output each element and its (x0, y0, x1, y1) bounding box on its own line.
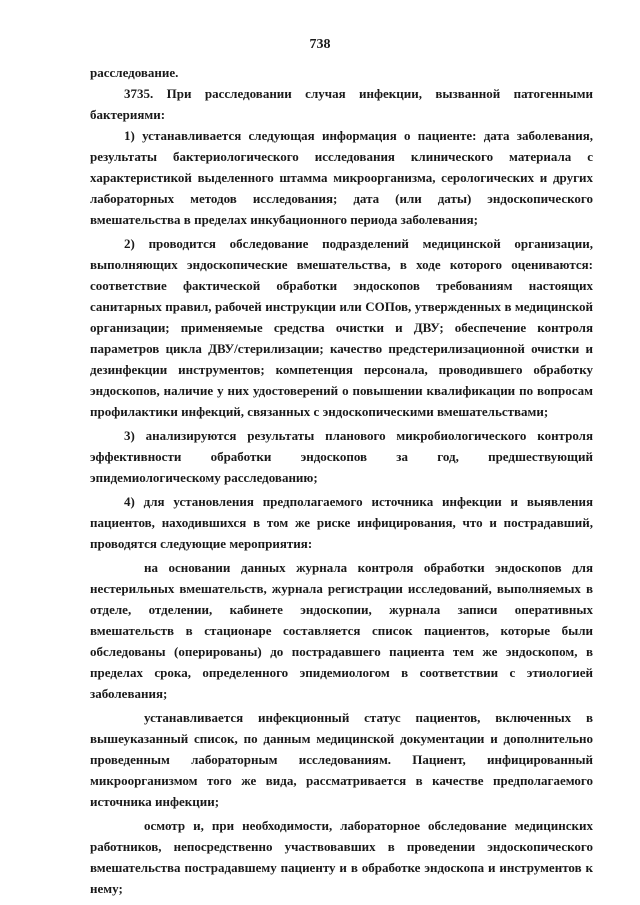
paragraph-measure-status: устанавливается инфекционный статус пациентов, включенных в вышеуказанный список, по данным медицинской документации и дополнительно проведенным лабораторным исследованиям. Пациент, инфицированный микроорганизмом того же вида, рассматривается в качестве предполагаемого источника инфекции; (90, 710, 593, 809)
document-body (90, 62, 593, 899)
page-number: 738 (309, 37, 331, 52)
paragraph-section-3735: 3735. При расследовании случая инфекции, вызванной патогенными бактериями: (90, 86, 593, 122)
paragraph-measure-journal: на основании данных журнала контроля обработки эндоскопов для нестерильных вмешательств, журнала регистрации исследований, выполняемых в отделе, отделении, кабинете эндоскопии, журнала записи оперативных вмешательств в стационаре составляется список пациентов, которые были обследованы (оперированы) до пострадавшего пациента тем же эндоскопом, в пределах срока, определенного эпидемиологом в соответствии с этиологией заболевания; (90, 560, 593, 701)
paragraph-continuation: расследование. (90, 65, 179, 80)
paragraph-item-2: 2) проводится обследование подразделений медицинской организации, выполняющих эндоскопические вмешательства, в ходе которого оцениваются: соответствие фактической обработки эндоскопов требованиям настоящих санитарных правил, рабочей инструкции или СОПов, утвержденных в медицинской организации; применяемые средства очистки и ДВУ; обеспечение контроля параметров цикла ДВУ/стерилизации; качество предстерилизационной очистки и дезинфекции инструментов; компетенция персонала, проводившего обработку эндоскопов, наличие у них удостоверений о повышении квалификации по вопросам профилактики инфекций, связанных с эндоскопическими вмешательствами; (90, 236, 593, 419)
paragraph-item-4: 4) для установления предполагаемого источника инфекции и выявления пациентов, находившихся в том же риске инфицирования, что и пострадавший, проводятся следующие мероприятия: (90, 494, 593, 551)
paragraph-measure-staff: осмотр и, при необходимости, лабораторное обследование медицинских работников, непосредственно участвовавших в проведении эндоскопического вмешательства пострадавшему пациенту и в обработке эндоскопа и инструментов к нему; (90, 818, 593, 896)
paragraph-item-1: 1) устанавливается следующая информация о пациенте: дата заболевания, результаты бактериологического исследования клинического материала с характеристикой выделенного штамма микроорганизма, серологических и других лабораторных методов исследования; дата (или даты) эндоскопического вмешательства в пределах инкубационного периода заболевания; (90, 128, 593, 227)
paragraph-item-3: 3) анализируются результаты планового микробиологического контроля эффективности обработки эндоскопов за год, предшествующий эпидемиологическому расследованию; (90, 428, 593, 485)
